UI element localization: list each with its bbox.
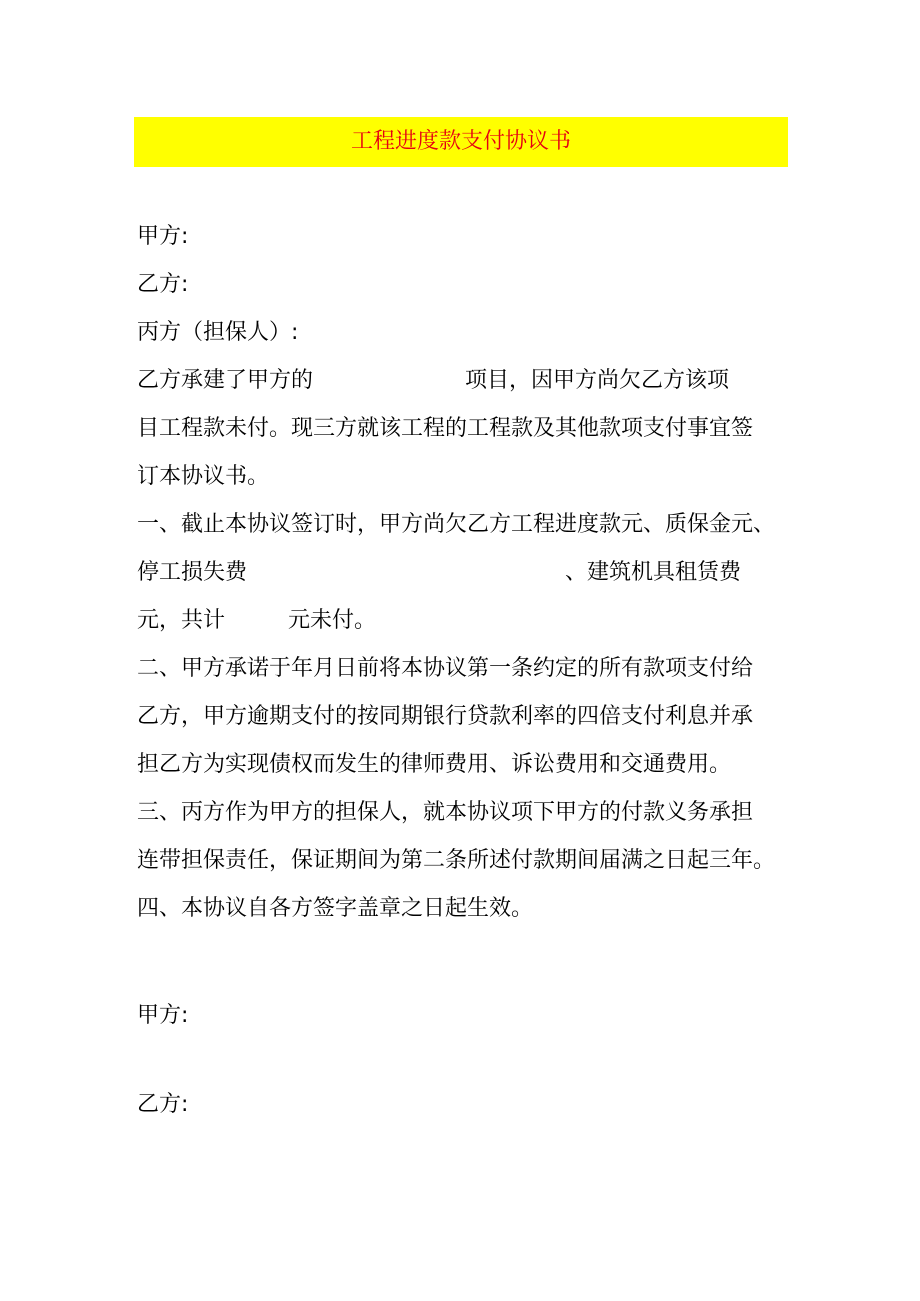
party-b-label: 乙方: bbox=[137, 272, 189, 297]
intro-line2: 目工程款未付。现三方就该工程的工程款及其他款项支付事宜签 bbox=[137, 416, 754, 441]
clause1-line2-part2: 、建筑机具租赁费 bbox=[565, 560, 742, 585]
intro-line1-part1: 乙方承建了甲方的 bbox=[137, 368, 314, 393]
clause1-line3-part2: 元未付。 bbox=[288, 608, 377, 633]
intro-line1-part2: 项目，因甲方尚欠乙方该项 bbox=[465, 368, 730, 393]
party-a-label: 甲方: bbox=[137, 224, 189, 249]
clause2-line1: 二、甲方承诺于年月日前将本协议第一条约定的所有款项支付给 bbox=[137, 656, 754, 681]
party-c-label: 丙方（担保人）: bbox=[137, 320, 299, 345]
intro-line3: 订本协议书。 bbox=[137, 464, 270, 489]
clause3-line1: 三、丙方作为甲方的担保人，就本协议项下甲方的付款义务承担 bbox=[137, 800, 754, 825]
signature-party-a: 甲方: bbox=[137, 1003, 189, 1028]
clause1-line3-part1: 元，共计 bbox=[137, 608, 226, 633]
title-banner bbox=[134, 117, 788, 167]
clause1-line2-part1: 停工损失费 bbox=[137, 560, 248, 585]
signature-party-b: 乙方: bbox=[137, 1092, 189, 1117]
clause4-line1: 四、本协议自各方签字盖章之日起生效。 bbox=[137, 896, 534, 921]
clause2-line2: 乙方，甲方逾期支付的按同期银行贷款利率的四倍支付利息并承 bbox=[137, 704, 754, 729]
document-title: 工程进度款支付协议书 bbox=[350, 129, 571, 154]
clause3-line2: 连带担保责任，保证期间为第二条所述付款期间届满之日起三年。 bbox=[137, 848, 776, 873]
clause2-line3: 担乙方为实现债权而发生的律师费用、诉讼费用和交通费用。 bbox=[137, 752, 732, 777]
clause1-line1: 一、截止本协议签订时，甲方尚欠乙方工程进度款元、质保金元、 bbox=[137, 512, 776, 537]
